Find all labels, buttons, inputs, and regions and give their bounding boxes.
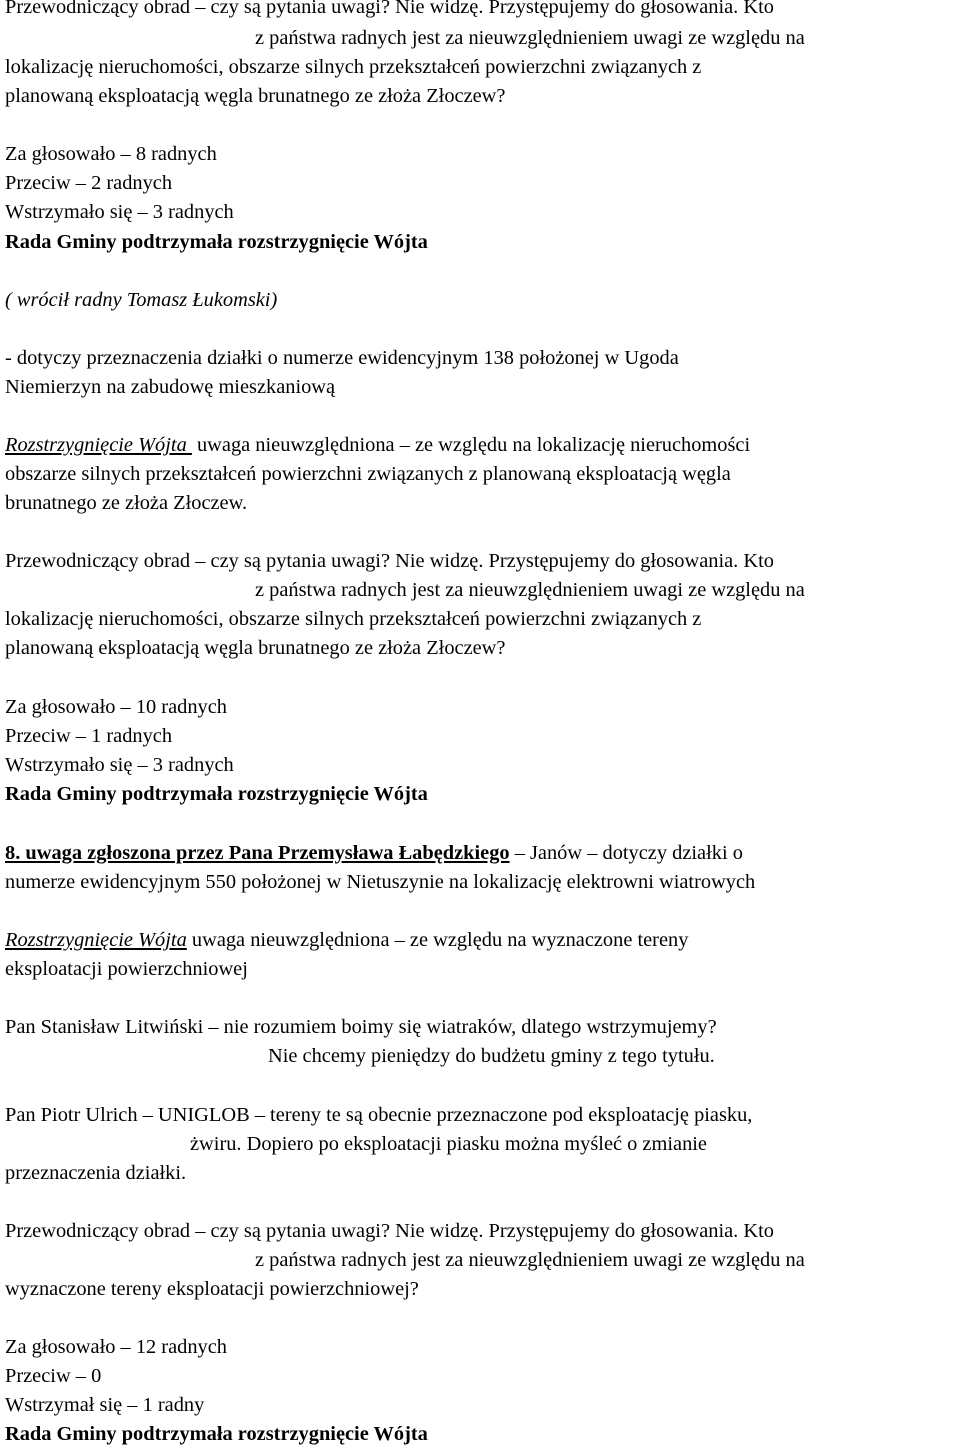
ulrich-line2: żwiru. Dopiero po eksploatacji piasku można myśleć o zmianie <box>190 1133 707 1155</box>
item8-line1 <box>5 840 743 866</box>
vote3-line3: wyznaczone tereny eksploatacji powierzchniowej? <box>5 1278 419 1300</box>
vote3-line2: z państwa radnych jest za nieuwzględnieniem uwagi ze względu na <box>255 1249 805 1271</box>
vote2-line3: lokalizację nieruchomości, obszarze silnych przekształceń powierzchni związanych z <box>5 608 702 630</box>
result1-wstrzymalo: Wstrzymało się – 3 radnych <box>5 201 234 223</box>
rozstrzygniecie1-text: uwaga nieuwzględniona – ze względu na lokalizację nieruchomości <box>191 434 751 456</box>
vote2-line4: planowaną eksploatacją węgla brunatnego ze złoża Złoczew? <box>5 637 506 659</box>
rozstrzygniecie1-label: Rozstrzygnięcie Wójta <box>5 434 192 456</box>
rozstrzygniecie2-text: uwaga nieuwzględniona – ze względu na wyznaczone tereny <box>186 929 689 951</box>
note-return: ( wrócił radny Tomasz Łukomski) <box>5 289 278 311</box>
result3-decision: Rada Gminy podtrzymała rozstrzygnięcie Wójta <box>5 1423 428 1445</box>
litwinski-line1: Pan Stanisław Litwiński – nie rozumiem boimy się wiatraków, dlatego wstrzymujemy? <box>5 1016 717 1038</box>
result3-za: Za głosowało – 12 radnych <box>5 1336 227 1358</box>
vote1-line3: lokalizację nieruchomości, obszarze silnych przekształceń powierzchni związanych z <box>5 56 702 78</box>
vote3-line1: Przewodniczący obrad – czy są pytania uwagi? Nie widzę. Przystępujemy do głosowania. Kto <box>5 1220 774 1242</box>
rozstrzygniecie1-line1 <box>5 432 750 458</box>
result2-wstrzymalo: Wstrzymało się – 3 radnych <box>5 754 234 776</box>
vote2-line2: z państwa radnych jest za nieuwzględnieniem uwagi ze względu na <box>255 579 805 601</box>
ulrich-line1: Pan Piotr Ulrich – UNIGLOB – tereny te są obecnie przeznaczone pod eksploatację piasku, <box>5 1104 753 1126</box>
result3-przeciw: Przeciw – 0 <box>5 1365 102 1387</box>
item8-heading: 8. uwaga zgłoszona przez Pana <box>5 842 278 864</box>
result1-za: Za głosowało – 8 radnych <box>5 143 217 165</box>
result2-decision: Rada Gminy podtrzymała rozstrzygnięcie Wójta <box>5 783 428 805</box>
vote2-line1: Przewodniczący obrad – czy są pytania uwagi? Nie widzę. Przystępujemy do głosowania. Kto <box>5 550 774 572</box>
item7-line2: Niemierzyn na zabudowę mieszkaniową <box>5 376 336 398</box>
result3-wstrzymalo: Wstrzymał się – 1 radny <box>5 1394 205 1416</box>
item7-line1: - dotyczy przeznaczenia działki o numerze ewidencyjnym 138 położonej w Ugoda <box>5 347 679 369</box>
vote1-line4: planowaną eksploatacją węgla brunatnego ze złoża Złoczew? <box>5 85 506 107</box>
rozstrzygniecie2-line1 <box>5 927 688 953</box>
item8-line2: numerze ewidencyjnym 550 położonej w Nietuszynie na lokalizację elektrowni wiatrowych <box>5 871 756 893</box>
result1-decision: Rada Gminy podtrzymała rozstrzygnięcie Wójta <box>5 231 428 253</box>
rozstrzygniecie1-line3: brunatnego ze złoża Złoczew. <box>5 492 248 514</box>
rozstrzygniecie2-line2: eksploatacji powierzchniowej <box>5 958 248 980</box>
item8-text: – Janów – dotyczy działki o <box>509 842 743 864</box>
item8-person: Przemysława Łabędzkiego <box>277 842 510 864</box>
litwinski-line2: Nie chcemy pieniędzy do budżetu gminy z tego tytułu. <box>268 1045 715 1067</box>
result1-przeciw: Przeciw – 2 radnych <box>5 172 173 194</box>
vote1-line1: Przewodniczący obrad – czy są pytania uwagi? Nie widzę. Przystępujemy do głosowania. Kto <box>5 0 774 18</box>
rozstrzygniecie2-label: Rozstrzygnięcie Wójta <box>5 929 187 951</box>
result2-za: Za głosowało – 10 radnych <box>5 696 227 718</box>
result2-przeciw: Przeciw – 1 radnych <box>5 725 173 747</box>
vote1-line2: z państwa radnych jest za nieuwzględnieniem uwagi ze względu na <box>255 27 805 49</box>
rozstrzygniecie1-line2: obszarze silnych przekształceń powierzchni związanych z planowaną eksploatacją węgla <box>5 463 731 485</box>
ulrich-line3: przeznaczenia działki. <box>5 1162 187 1184</box>
